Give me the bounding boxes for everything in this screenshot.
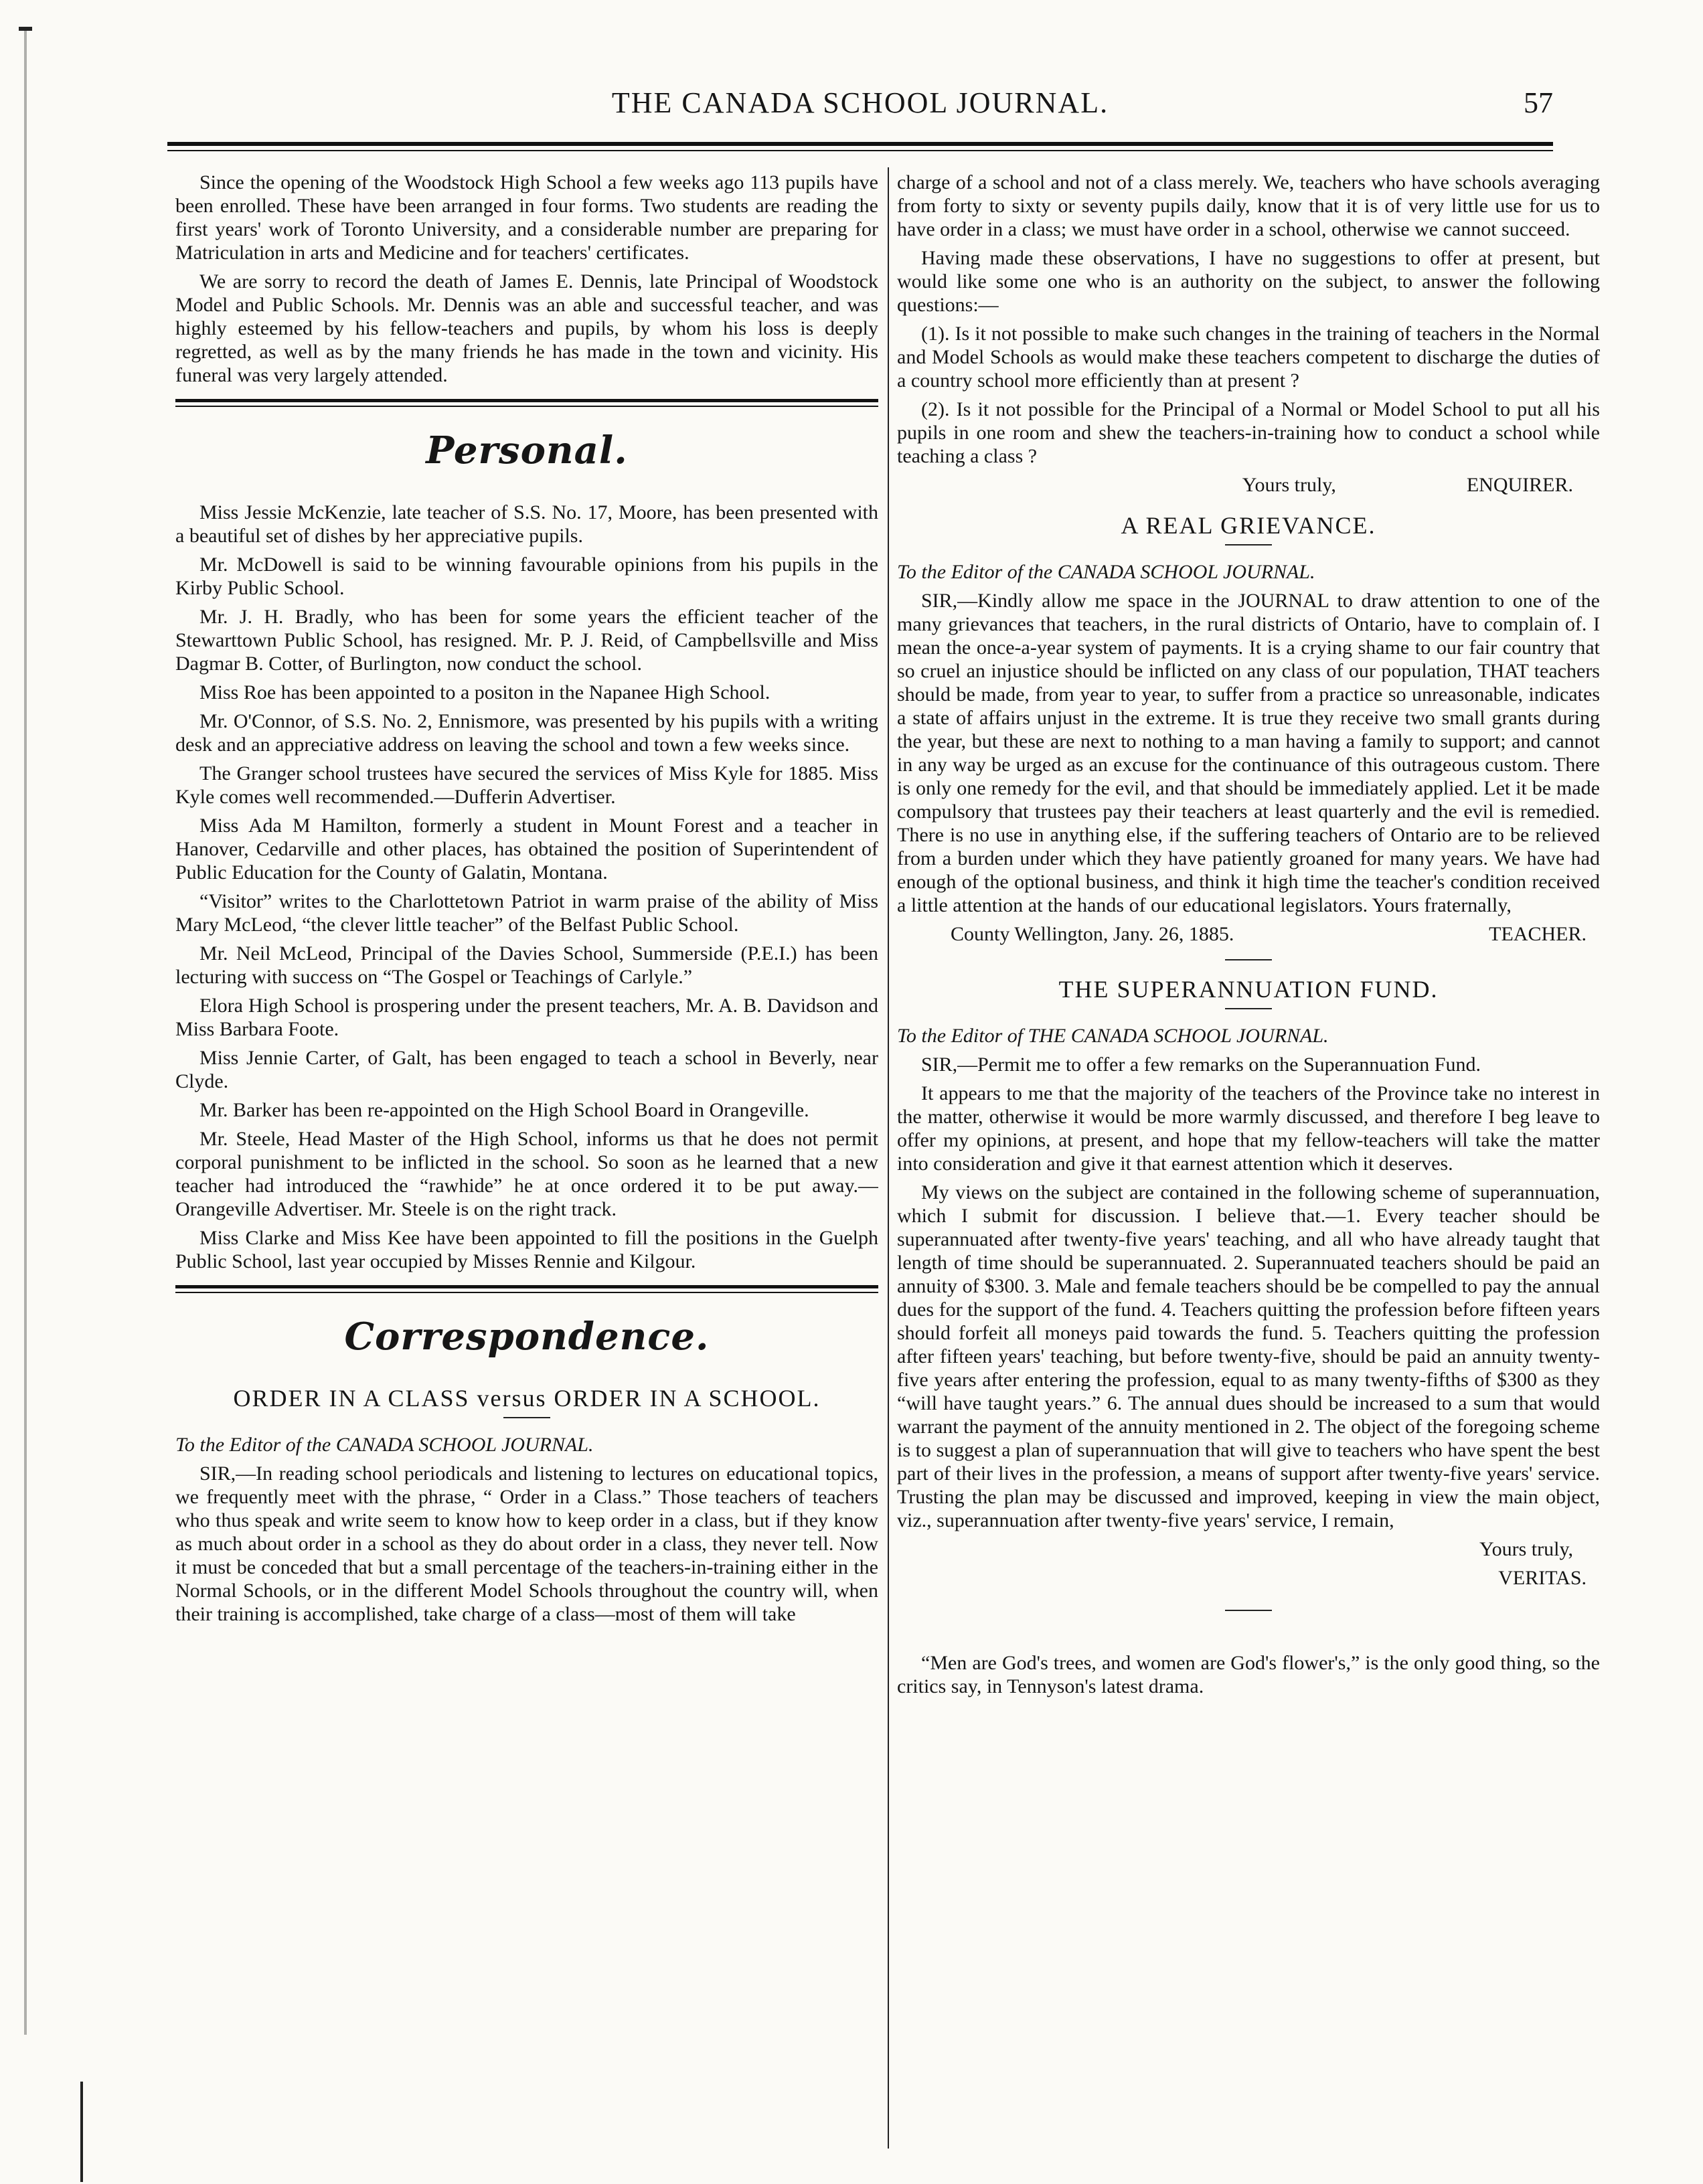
order-signature: ENQUIRER. xyxy=(1466,474,1573,496)
fund-letter-body: It appears to me that the majority of the teachers of the Province take no interest in the matter, otherwise it would be more warmly discussed, and therefore I beg leave to offer my opinions, at present, and hope that my fellow-teachers will take the matter into consideration and give it that earnest attention which it deserves. xyxy=(897,1082,1600,1175)
order-article-title: ORDER IN A CLASS versus ORDER IN A SCHOOL. xyxy=(233,1385,821,1412)
personal-item: Mr. J. H. Bradly, who has been for some years the efficient teacher of the Stewarttown Public School, has resigned. Mr. P. J. Reid, of Campbellsville and Miss Dagmar B. Cotter, of Burlington, now conduct the school. xyxy=(175,606,878,675)
section-separator xyxy=(175,396,878,411)
article-rule xyxy=(1225,1610,1272,1611)
personal-item: Miss Ada M Hamilton, formerly a student in Mount Forest and a teacher in Hanover, Cedarville and other places, has obtained the position of Superintendent of Public Education for the County of Galatin, Montana. xyxy=(175,815,878,884)
fund-salutation: To the Editor of THE CANADA SCHOOL JOURNAL. xyxy=(897,1025,1329,1047)
personal-heading: Personal. xyxy=(426,428,628,473)
fund-signature: VERITAS. xyxy=(1498,1567,1587,1589)
closing-quote: “Men are God's trees, and women are God's flower's,” is the only good thing, so the critics say, in Tennyson's latest drama. xyxy=(897,1652,1600,1697)
right-column xyxy=(897,171,1600,2152)
personal-item: Miss Jessie McKenzie, late teacher of S.S. No. 17, Moore, has been presented with a beautiful set of dishes by her appreciative pupils. xyxy=(175,501,878,547)
woodstock-paragraph: Since the opening of the Woodstock High School a few weeks ago 113 pupils have been enrolled. These have been arranged in four forms. Two students are reading the first years' work of Toronto University, and a considerable number are preparing for Matriculation in arts and Medicine and for teachers' certificates. xyxy=(175,171,878,264)
header-rule-thick xyxy=(167,142,1553,146)
woodstock-paragraph: We are sorry to record the death of James E. Dennis, late Principal of Woodstock Model and Public Schools. Mr. Dennis was an able and successful teacher, and was highly esteemed by his fellow-teachers and pupils, by whom his loss is deeply regretted, as well as by the many friends he has made in the town and vicinity. His funeral was very largely attended. xyxy=(175,270,878,386)
scan-mark xyxy=(19,27,32,31)
grievance-salutation: To the Editor of the CANADA SCHOOL JOURNAL. xyxy=(897,561,1315,583)
personal-item: Mr. McDowell is said to be winning favourable opinions from his pupils in the Kirby Public School. xyxy=(175,554,878,599)
header-rule-thin xyxy=(167,150,1553,151)
dateline-text: County Wellington, Jany. 26, 1885. xyxy=(951,923,1234,945)
personal-item: Mr. O'Connor, of S.S. No. 2, Ennismore, was presented by his pupils with a writing desk and an appreciative address on leaving the school and town a few weeks since. xyxy=(175,710,878,756)
order-letter-continued: Having made these observations, I have no suggestions to offer at present, but would like some one who is an authority on the subject, to answer the following questions:— xyxy=(897,247,1600,316)
order-question: (2). Is it not possible for the Principal of a Normal or Model School to put all his pupils in one room and shew the teachers-in-training how to conduct a school while teaching a class ? xyxy=(897,398,1600,467)
scan-margin-line xyxy=(24,27,27,2035)
personal-item: “Visitor” writes to the Charlottetown Patriot in warm praise of the ability of Miss Mary McLeod, “the clever little teacher” of the Belfast Public School. xyxy=(175,890,878,936)
order-letter-continued: charge of a school and not of a class merely. We, teachers who have schools averaging from forty to sixty or seventy pupils daily, know that it is of very little use for us to have order in a class; we must have order in a school, otherwise we cannot succeed. xyxy=(897,171,1600,240)
order-letter-body: SIR,—In reading school periodicals and listening to lectures on educational topics, we frequently meet with the phrase, “ Order in a Class.” Those teachers of teachers who thus speak and write seem to know how to keep order in a class, but if they know as much about order in a school as they do about order in a class, they never tell. Now it must be conceded that but a small percentage of the teachers-in-training either in the Normal Schools, or in the different Model Schools throughout the country will, when their training is accomplished, take charge of a class—most of them will take xyxy=(175,1462,878,1625)
correspondence-heading: Correspondence. xyxy=(344,1315,710,1359)
personal-item: Miss Clarke and Miss Kee have been appointed to fill the positions in the Guelph Public School, last year occupied by Misses Rennie and Kilgour. xyxy=(175,1227,878,1272)
left-column xyxy=(175,171,878,2152)
grievance-article-title: A REAL GRIEVANCE. xyxy=(1121,512,1376,539)
personal-item: Miss Jennie Carter, of Galt, has been engaged to teach a school in Beverly, near Clyde. xyxy=(175,1047,878,1092)
grievance-dateline xyxy=(897,922,1600,946)
order-salutation: To the Editor of the CANADA SCHOOL JOURNAL. xyxy=(175,1434,594,1456)
title-rule xyxy=(503,1417,550,1418)
order-question: (1). Is it not possible to make such changes in the training of teachers in the Normal and Model Schools as would make these teachers competent to discharge the duties of a country school more efficiently than at present ? xyxy=(897,323,1600,392)
title-rule xyxy=(1225,544,1272,545)
personal-item: Elora High School is prospering under the present teachers, Mr. A. B. Davidson and Miss Barbara Foote. xyxy=(175,995,878,1040)
fund-letter-body: SIR,—Permit me to offer a few remarks on the Superannuation Fund. xyxy=(921,1054,1481,1076)
running-title: THE CANADA SCHOOL JOURNAL. xyxy=(611,86,1109,119)
signoff-text: Yours truly, xyxy=(1242,474,1336,496)
title-rule xyxy=(1225,1008,1272,1009)
grievance-letter-body: SIR,—Kindly allow me space in the JOURNAL to draw attention to one of the many grievances that teachers, in the rural districts of Ontario, have to complain of. I mean the once-a-year system of payments. It is a crying shame to our fair country that so cruel an injustice should be inflicted on any class of our population, THAT teachers should be made, from year to year, to suffer from a practice so unreasonable, indicates a state of affairs unjust in the extreme. It is true they receive two small grants during the year, but these are next to nothing to a man having a family to support; and cannot in any way be urged as an excuse for the continuance of this outrageous custom. There is only one remedy for the evil, and that should be immediately applied. Let it be made compulsory that trustees pay their teachers at least quarterly and the evil is remedied. There is no use in anything else, if the suffering teachers of Ontario are to be relieved from a burden under which they have patiently groaned for many years. We have had enough of the optional business, and think it high time the teacher's condition received a little attention at the hands of our educational legislators. Yours fraternally, xyxy=(897,590,1600,916)
fund-letter-body: My views on the subject are contained in the following scheme of superannuation, which I submit for discussion. I believe that.—1. Every teacher should be superannuated after twenty-five years' teaching, and all who have already taught that length of time should be superannuated. 2. Superannuated teachers should be paid an annuity of $300. 3. Male and female teachers should be be compelled to pay the annual dues for the support of the fund. 4. Teachers quitting the profession before fifteen years should forfeit all moneys paid towards the fund. 5. Teachers quitting the profession after fifteen years' teaching, but before twenty-five, should be paid an annuity twenty-five years after entering the profession, equal to as many twenty-fifths of $300 as they “will have taught years.” 6. The annual dues should be increased to a sum that would warrant the payment of the annuity mentioned in 2. The object of the foregoing scheme is to suggest a plan of superannuation that will give to teachers who have spent the best part of their lives in the profession, a means of support after twenty-five years' service. Trusting the plan may be discussed and improved, keeping in view the main object, viz., superannuation after twenty-five years' service, I remain, xyxy=(897,1181,1600,1531)
personal-item: Miss Roe has been appointed to a positon in the Napanee High School. xyxy=(199,681,771,703)
article-rule xyxy=(1225,959,1272,960)
section-separator xyxy=(175,1282,878,1297)
personal-item: The Granger school trustees have secured the services of Miss Kyle for 1885. Miss Kyle comes well recommended.—Dufferin Advertiser. xyxy=(175,762,878,808)
grievance-signature: TEACHER. xyxy=(1489,923,1587,945)
page-header xyxy=(167,86,1553,139)
fund-article-title: THE SUPERANNUATION FUND. xyxy=(1058,976,1439,1003)
column-divider xyxy=(888,167,889,2149)
personal-item: Mr. Steele, Head Master of the High School, informs us that he does not permit corporal punishment to be inflicted in the school. So soon as he learned that a new teacher had introduced the “rawhide” he at once ordered it to be put away.—Orangeville Advertiser. Mr. Steele is on the right track. xyxy=(175,1128,878,1220)
fund-signoff: Yours truly, xyxy=(1479,1538,1573,1560)
personal-item: Mr. Neil McLeod, Principal of the Davies School, Summerside (P.E.I.) has been lecturing with success on “The Gospel or Teachings of Carlyle.” xyxy=(175,942,878,988)
page-number: 57 xyxy=(1524,86,1553,119)
personal-item: Mr. Barker has been re-appointed on the High School Board in Orangeville. xyxy=(199,1099,809,1121)
scan-mark xyxy=(80,2082,83,2182)
order-signoff xyxy=(897,473,1573,497)
